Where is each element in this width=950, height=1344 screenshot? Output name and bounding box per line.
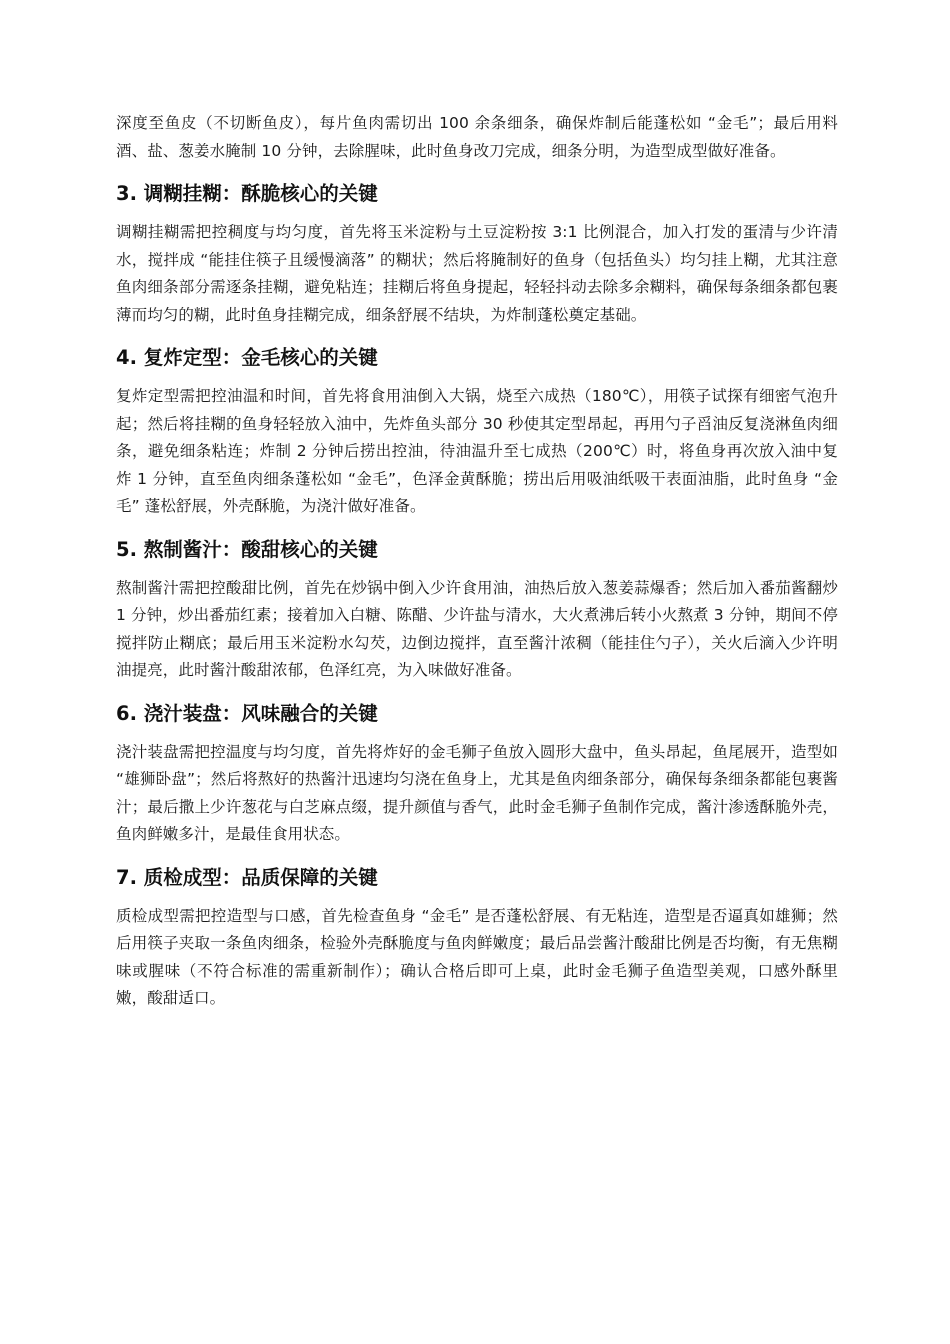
section-heading: 6. 浇汁装盘：风味融合的关键 (116, 701, 378, 725)
section-step-5 (116, 535, 838, 685)
section-body: 复炸定型需把控油温和时间，首先将食用油倒入大锅，烧至六成热（180℃），用筷子试探有细密气泡升起；然后将挂糊的鱼身轻轻放入油中，先炸鱼头部分 30 秒使其定型昂起，再用勺子舀油反复浇淋鱼肉细条，避免细条粘连；炸制 2 分钟后捞出控油，待油温升至七成热（200℃）时，将鱼身再次放入油中复炸 1 分钟，直至鱼肉细条蓬松如 “金毛”，色泽金黄酥脆；捞出后用吸油纸吸干表面油脂，此时鱼身 “金毛” 蓬松舒展，外壳酥脆，为浇汁做好准备。 (116, 387, 838, 515)
section-step-4 (116, 343, 838, 521)
section-heading: 5. 熬制酱汁：酸甜核心的关键 (116, 537, 378, 561)
section-body: 质检成型需把控造型与口感，首先检查鱼身 “金毛” 是否蓬松舒展、有无粘连，造型是否逼真如雄狮；然后用筷子夹取一条鱼肉细条，检验外壳酥脆度与鱼肉鲜嫩度；最后品尝酱汁酸甜比例是否均衡，有无焦糊味或腥味（不符合标准的需重新制作）；确认合格后即可上桌，此时金毛狮子鱼造型美观，口感外酥里嫩，酸甜适口。 (116, 906, 838, 1007)
section-heading: 4. 复炸定型：金毛核心的关键 (116, 346, 378, 369)
document-page (116, 110, 838, 1013)
section-body: 调糊挂糊需把控稠度与均匀度，首先将玉米淀粉与土豆淀粉按 3:1 比例混合，加入打发的蛋清与少许清水，搅拌成 “能挂住筷子且缓慢滴落” 的糊状；然后将腌制好的鱼身（包括鱼头）均匀挂上糊，尤其注意鱼肉细条部分需逐条挂糊，避免粘连；挂糊后将鱼身提起，轻轻抖动去除多余糊料，确保每条细条都包裹薄而均匀的糊，此时鱼身挂糊完成，细条舒展不结块，为炸制蓬松奠定基础。 (116, 223, 838, 324)
section-body: 浇汁装盘需把控温度与均匀度，首先将炸好的金毛狮子鱼放入圆形大盘中，鱼头昂起，鱼尾展开，造型如 “雄狮卧盘”；然后将熬好的热酱汁迅速均匀浇在鱼身上，尤其是鱼肉细条部分，确保每条细条都能包裹酱汁；最后撒上少许葱花与白芝麻点缀，提升颜值与香气，此时金毛狮子鱼制作完成，酱汁渗透酥脆外壳，鱼肉鲜嫩多汁，是最佳食用状态。 (116, 742, 838, 843)
section-body: 熬制酱汁需把控酸甜比例，首先在炒锅中倒入少许食用油，油热后放入葱姜蒜爆香；然后加入番茄酱翻炒 1 分钟，炒出番茄红素；接着加入白糖、陈醋、少许盐与清水，大火煮沸后转小火熬煮 3 分钟，期间不停搅拌防止糊底；最后用玉米淀粉水勾芡，边倒边搅拌，直至酱汁浓稠（能挂住勺子），关火后滴入少许明油提亮，此时酱汁酸甜浓郁，色泽红亮，为入味做好准备。 (116, 578, 838, 679)
section-step-3 (116, 179, 838, 329)
section-heading: 3. 调糊挂糊：酥脆核心的关键 (116, 182, 378, 205)
section-heading: 7. 质检成型：品质保障的关键 (116, 865, 378, 889)
section-step-7 (116, 863, 838, 1013)
intro-paragraph: 深度至鱼皮（不切断鱼皮），每片鱼肉需切出 100 余条细条，确保炸制后能蓬松如 “金毛”；最后用料酒、盐、葱姜水腌制 10 分钟，去除腥味，此时鱼身改刀完成，细条分明，为造型成型做好准备。 (116, 114, 838, 160)
section-step-6 (116, 699, 838, 849)
